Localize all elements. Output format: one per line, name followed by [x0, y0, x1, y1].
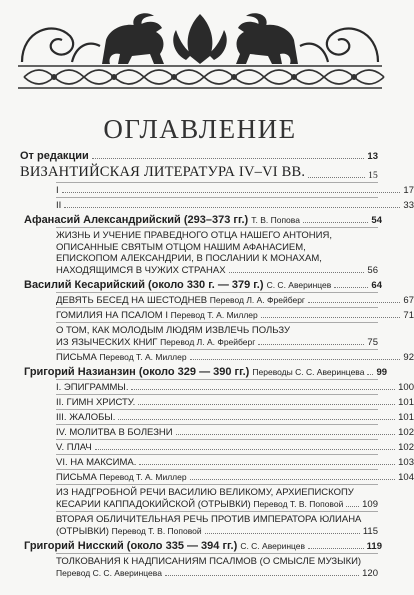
work-title: ГОМИЛИЯ НА ПСАЛОМ I	[56, 310, 168, 321]
page-number: 67	[403, 295, 414, 306]
entry-line: О ТОМ, КАК МОЛОДЫМ ЛЮДЯМ ИЗВЛЕЧЬ ПОЛЬЗУ	[56, 325, 291, 336]
translator: Перевод Т. В. Поповой	[253, 498, 344, 509]
page-number: 102	[398, 442, 414, 453]
leader-dots	[261, 316, 401, 318]
toc-entry-multiline[interactable]	[56, 556, 378, 579]
leader-dots	[308, 176, 365, 178]
entry-line: ЖИЗНЬ И УЧЕНИЕ ПРАВЕДНОГО ОТЦА НАШЕГО АНТОНИЯ,	[56, 230, 332, 241]
leader-dots	[190, 358, 401, 360]
leader-dots	[205, 532, 360, 534]
byzantine-ornament-header	[14, 10, 386, 92]
entry-title	[56, 352, 187, 363]
toc-author-entry[interactable]	[24, 366, 388, 378]
separator	[56, 439, 378, 440]
page-number: 54	[371, 215, 382, 226]
entry-title	[56, 295, 305, 306]
author-name	[24, 214, 300, 226]
page-number: 15	[368, 171, 378, 181]
leader-dots	[190, 478, 396, 480]
entry-line-with-translator	[56, 337, 255, 349]
page-number: 17	[403, 185, 414, 196]
separator	[56, 182, 378, 183]
toc-entry-multiline[interactable]	[56, 514, 378, 537]
toc-title: ОГЛАВЛЕНИЕ	[103, 114, 297, 144]
translator: Т. В. Попова	[251, 215, 300, 225]
leader-dots	[303, 221, 368, 223]
toc-entry[interactable]	[56, 352, 414, 363]
entry-last-line	[56, 499, 378, 511]
separator	[56, 454, 378, 455]
separator	[56, 292, 378, 293]
translator: Перевод Л. А. Фрейберг	[160, 336, 256, 347]
separator	[56, 197, 378, 198]
separator	[56, 394, 378, 395]
entry-title: VI. НА МАКСИМА.	[56, 457, 137, 468]
entry-line: ЕПИСКОПОМ АЛЕКСАНДРИИ, В ПОСЛАНИИ К МОНАХАМ,	[56, 253, 322, 264]
separator	[56, 307, 378, 308]
toc-entry[interactable]	[56, 472, 414, 483]
separator	[56, 424, 378, 425]
page-number: 120	[362, 567, 378, 579]
entry-title: II	[56, 200, 62, 211]
work-title: ДЕВЯТЬ БЕСЕД НА ШЕСТОДНЕВ	[56, 295, 208, 306]
toc-entry[interactable]	[56, 442, 414, 453]
translator: Перевод С. С. Аверинцева	[56, 567, 162, 578]
entry-line-with-translator	[56, 526, 202, 538]
translator: С. С. Аверинцев	[266, 280, 332, 290]
entry-line: ИЗ ЯЗЫЧЕСКИХ КНИГ	[56, 336, 158, 348]
toc-entry[interactable]	[56, 412, 414, 423]
entry-line: НАХОДЯЩИМСЯ В ЧУЖИХ СТРАНАХ	[56, 264, 226, 276]
toc-entry-multiline[interactable]	[56, 487, 378, 510]
leader-dots	[346, 505, 359, 507]
toc-section[interactable]	[20, 164, 378, 181]
page-number: 103	[398, 457, 414, 468]
entry-last-line	[56, 526, 378, 538]
entry-title: IV. МОЛИТВА В БОЛЕЗНИ	[56, 427, 173, 438]
page-number: 99	[376, 367, 388, 378]
separator	[56, 379, 378, 380]
translator: Перевод Т. В. Поповой	[111, 525, 202, 536]
entry-line: ТОЛКОВАНИЯ К НАДПИСАНИЯМ ПСАЛМОВ (О СМЫСЛЕ МУЗЫКИ)	[56, 556, 362, 567]
entry-title: I	[56, 185, 59, 196]
page-number: 33	[403, 200, 414, 211]
page-number: 71	[403, 310, 414, 321]
entry-last-line	[56, 568, 378, 580]
author-text: Василий Кесарийский (около 330 г. — 379 г.)	[24, 279, 264, 291]
entry-line: ОПИСАННЫЕ СВЯТЫМ ОТЦОМ НАШИМ АФАНАСИЕМ,	[56, 241, 306, 253]
leader-dots	[118, 418, 395, 420]
toc-entry[interactable]	[20, 150, 378, 162]
toc-entry[interactable]	[56, 427, 414, 438]
page-number: 104	[398, 472, 414, 483]
page-number: 101	[398, 412, 414, 423]
separator	[56, 322, 378, 323]
entry-line: КЕСАРИИ КАППАДОКИЙСКОЙ (ОТРЫВКИ)	[56, 498, 251, 510]
toc-entry[interactable]	[56, 457, 414, 468]
entry-line: (ОТРЫВКИ)	[56, 525, 109, 537]
page-number: 92	[403, 352, 414, 363]
separator	[56, 511, 378, 512]
toc-list	[20, 150, 414, 579]
entry-title: V. ПЛАЧ	[56, 442, 92, 453]
entry-line: ИЗ НАДГРОБНОЙ РЕЧИ ВАСИЛИЮ ВЕЛИКОМУ, АРХИЕПИСКОПУ	[56, 487, 354, 498]
leader-dots	[131, 388, 395, 390]
toc-author-entry[interactable]	[24, 540, 382, 552]
toc-entry[interactable]	[56, 185, 414, 196]
page-number: 119	[366, 541, 382, 552]
separator	[56, 349, 378, 350]
author-name	[24, 279, 331, 291]
toc-entry-multiline[interactable]	[56, 325, 378, 348]
separator	[56, 469, 378, 470]
leader-dots	[229, 271, 365, 273]
entry-title: III. ЖАЛОБЫ.	[56, 412, 116, 423]
toc-entry[interactable]	[56, 295, 414, 306]
leader-dots	[95, 448, 395, 450]
page-number: 56	[367, 264, 378, 276]
separator	[56, 227, 378, 228]
leader-dots	[334, 286, 368, 288]
entry-title: От редакции	[20, 150, 89, 162]
entry-line-with-translator	[56, 499, 343, 511]
toc-entry[interactable]	[56, 310, 414, 321]
author-text: Григорий Назианзин (около 329 — 390 гг.)	[24, 366, 250, 378]
separator	[56, 409, 378, 410]
author-text: Григорий Нисский (около 335 — 394 гг.)	[24, 540, 238, 552]
leader-dots	[165, 574, 359, 576]
entry-last-line	[56, 265, 378, 277]
page-number: 100	[398, 382, 414, 393]
page-number: 64	[371, 280, 382, 291]
leader-dots	[139, 463, 395, 465]
toc-author-entry[interactable]	[24, 279, 382, 291]
toc-entry[interactable]	[56, 382, 414, 393]
toc-author-entry[interactable]	[24, 214, 382, 226]
separator	[56, 484, 378, 485]
page-number: 109	[362, 498, 378, 510]
translator: Перевод Л. А. Фрейберг	[209, 295, 306, 305]
leader-dots	[92, 157, 365, 159]
entry-title: II. ГИМН ХРИСТУ.	[56, 397, 136, 408]
entry-title	[56, 310, 258, 321]
leader-dots	[176, 433, 396, 435]
leader-dots	[308, 301, 400, 303]
leader-dots	[308, 547, 364, 549]
page-number: 115	[362, 525, 378, 537]
entry-title	[56, 472, 187, 483]
page-number: 75	[367, 336, 378, 348]
translator: Перевод Т. А. Миллер	[99, 472, 187, 482]
toc-entry[interactable]	[56, 397, 414, 408]
translator: С. С. Аверинцев	[240, 541, 306, 551]
leader-dots	[367, 373, 373, 375]
entry-title: I. ЭПИГРАММЫ.	[56, 382, 129, 393]
leader-dots	[138, 403, 395, 405]
page-number: 102	[398, 427, 414, 438]
leader-dots	[62, 191, 401, 193]
translator: Перевод Т. А. Миллер	[170, 310, 258, 320]
leader-dots	[258, 343, 364, 345]
leader-dots	[64, 206, 400, 208]
section-title: ВИЗАНТИЙСКАЯ ЛИТЕРАТУРА IV–VI ВВ.	[20, 164, 306, 180]
toc-entry[interactable]	[56, 200, 414, 211]
translator: Перевод Т. А. Миллер	[99, 352, 187, 362]
author-name	[24, 540, 305, 552]
entry-last-line	[56, 337, 378, 349]
toc-entry-multiline[interactable]	[56, 230, 378, 276]
separator	[56, 553, 378, 554]
author-name	[24, 366, 364, 378]
translator: Переводы С. С. Аверинцева	[252, 367, 365, 377]
work-title: ПИСЬМА	[56, 352, 97, 363]
entry-line: ВТОРАЯ ОБЛИЧИТЕЛЬНАЯ РЕЧЬ ПРОТИВ ИМПЕРАТОРА ЮЛИАНА	[56, 514, 362, 525]
page-number: 101	[398, 397, 414, 408]
page-number: 13	[367, 151, 378, 162]
work-title: ПИСЬМА	[56, 472, 97, 483]
author-text: Афанасий Александрийский (293–373 гг.)	[24, 214, 249, 226]
